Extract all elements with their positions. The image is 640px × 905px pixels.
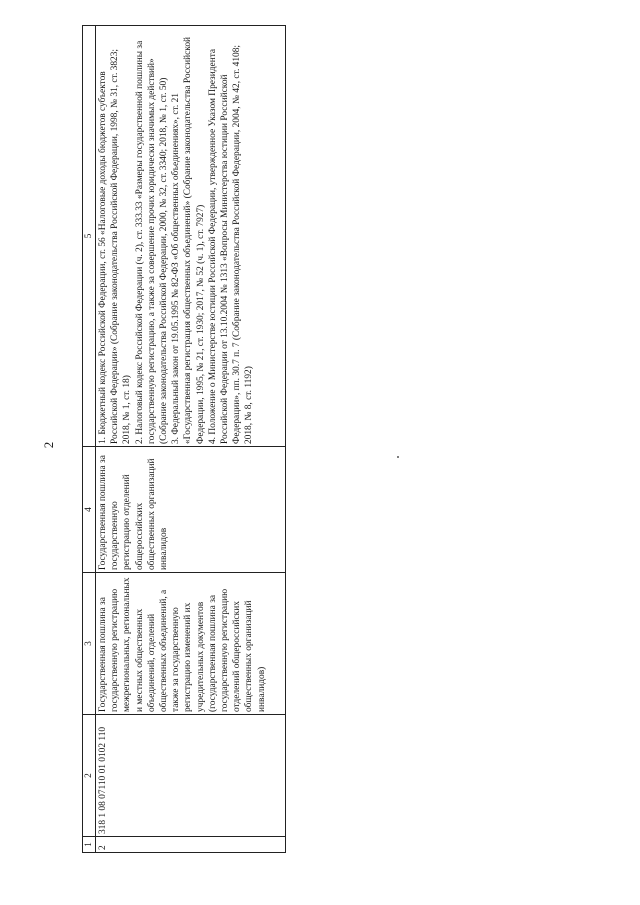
revenue-code-cell: 318 1 08 07110 01 0102 110 xyxy=(96,715,286,837)
column-number-row xyxy=(83,26,96,853)
row-number-cell: 2 xyxy=(96,837,286,853)
column-number-2: 2 xyxy=(83,715,96,837)
legal-basis-cell xyxy=(96,26,286,447)
rotated-table-container xyxy=(82,26,286,853)
legal-basis-item-2: 2. Налоговый кодекс Российской Федерации (ч. 2), ст. 333.33 «Размеры государственной пошлины за государственную регистрацию, а также за совершение прочих юридически значимых действий» (Собрание законодательства Российской Федерации, 2000, № 32, ст. 3340; 2018, № 1, ст. 50) xyxy=(134,40,170,444)
page-number: 2 xyxy=(41,441,56,449)
column-number-4: 4 xyxy=(83,447,96,573)
revenue-short-name-cell: Государственная пошлина за государственную регистрацию отделений общероссийских общественных организаций инвалидов xyxy=(96,447,286,573)
table-row xyxy=(96,26,286,853)
revenue-name-cell: Государственная пошлина за государственную регистрацию межрегиональных, региональных и местных общественных объединений, отделений общественных объединений, а также за государственную регистрацию изменений их учредительных документов (государственная пошлина за государственную регистрацию отделений общероссийских общественных организаций инвалидов) xyxy=(96,573,286,715)
column-number-3: 3 xyxy=(83,573,96,715)
column-number-5: 5 xyxy=(83,26,96,447)
scan-speck xyxy=(397,456,399,458)
legal-basis-item-1: 1. Бюджетный кодекс Российской Федерации, ст. 56 «Налоговые доходы бюджетов субъектов Российской Федерации» (Собрание законодательства Российской Федерации, 1998, № 31, ст. 3823; 2018, № 1, ст. 18) xyxy=(98,49,133,444)
legal-basis-item-4: 4. Положение о Министерстве юстиции Российской Федерации, утвержденное Указом Президента Российской Федерации от 13.10.2004 № 1313 «Вопросы Министерства юстиции Российской Федерации», пп. 30.7 п. 7 (Собрание законодательства Российской Федерации, 2004, № 42, ст. 4108; 2018, № 8, ст. 1192) xyxy=(207,45,255,444)
column-number-1: 1 xyxy=(83,837,96,853)
revenue-code-table xyxy=(82,25,286,853)
legal-basis-item-3: 3. Федеральный закон от 19.05.1995 № 82-ФЗ «Об общественных объединениях», ст. 21 «Государственная регистрация общественных объединений» (Собрание законодательства Российской Федерации, 1995, № 21, ст. 1930; 2017, № 52 (ч. 1), ст. 7927) xyxy=(171,36,206,444)
